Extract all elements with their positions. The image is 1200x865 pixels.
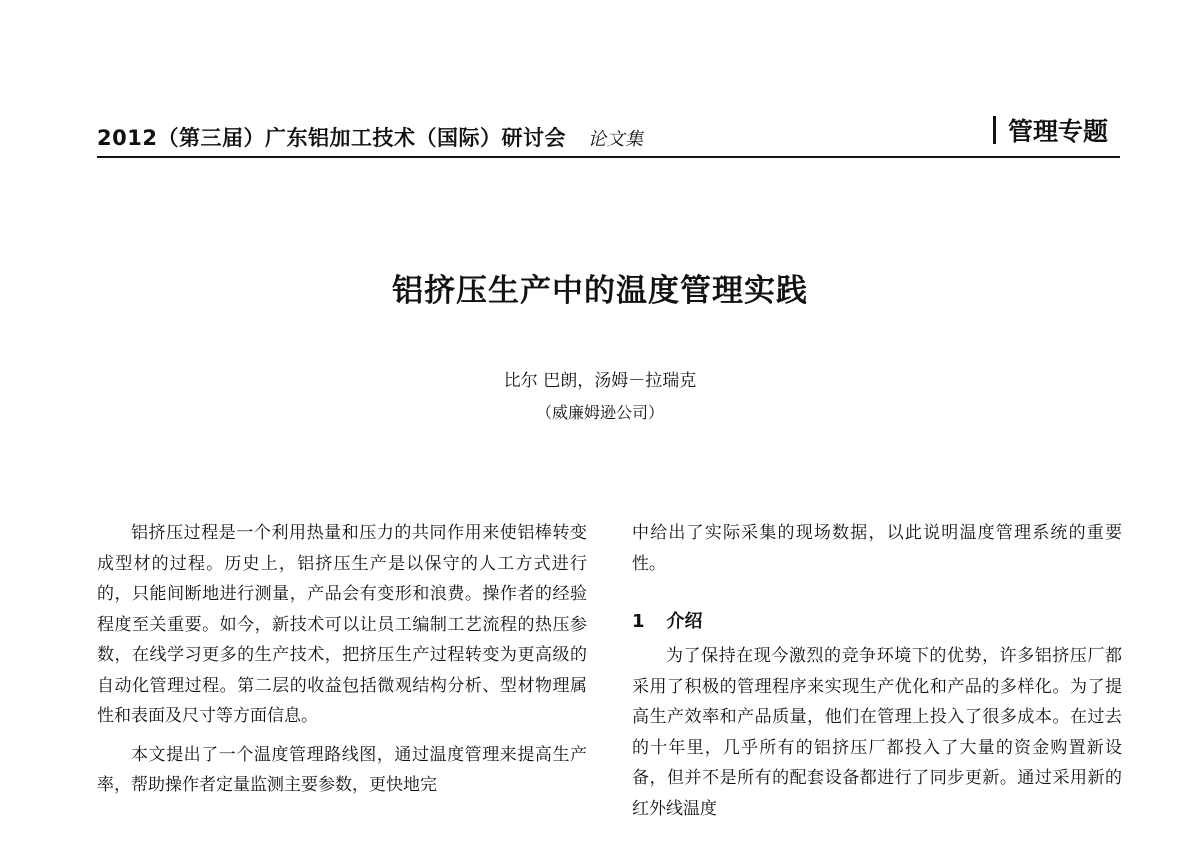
section-tag-label: 管理专题 xyxy=(1007,117,1108,146)
left-column xyxy=(97,518,587,801)
section-title: 介绍 xyxy=(666,611,703,632)
right-column xyxy=(632,518,1122,824)
affiliation: （威廉姆逊公司） xyxy=(535,403,664,422)
continued-paragraph: 中给出了实际采集的现场数据，以此说明温度管理系统的重要性。 xyxy=(632,523,1122,574)
journal-suffix: 论文集 xyxy=(587,129,644,150)
journal-title xyxy=(97,122,643,152)
abstract-paragraph: 铝挤压过程是一个利用热量和压力的共同作用来使铝棒转变成型材的过程。历史上，铝挤压生产是以保守的人工方式进行的，只能间断地进行测量，产品会有变形和浪费。操作者的经验程度至关重要。如今，新技术可以让员工编制工艺流程的热压参数，在线学习更多的生产技术，把挤压生产过程转变为更高级的自动化管理过程。第二层的收益包括微观结构分析、型材物理属性和表面及尺寸等方面信息。 xyxy=(97,523,587,726)
body-paragraph: 为了保持在现今激烈的竞争环境下的优势，许多铝挤压厂都采用了积极的管理程序来实现生产优化和产品的多样化。为了提高生产效率和产品质量，他们在管理上投入了很多成本。在过去的十年里，几乎所有的铝挤压厂都投入了大量的资金购置新设备，但并不是所有的配套设备都进行了同步更新。通过采用新的红外线温度 xyxy=(632,646,1122,819)
paper-title: 铝挤压生产中的温度管理实践 xyxy=(392,273,808,309)
section-tag-divider xyxy=(993,116,996,144)
section-number: 1 xyxy=(632,611,645,632)
section-tag xyxy=(993,112,1108,148)
authors: 比尔 巴朗，汤姆－拉瑞克 xyxy=(503,371,697,391)
journal-name: 2012（第三届）广东铝加工技术（国际）研讨会 xyxy=(97,126,566,150)
running-header xyxy=(97,108,1120,158)
abstract-paragraph: 本文提出了一个温度管理路线图，通过温度管理来提高生产率，帮助操作者定量监测主要参数，更快地完 xyxy=(97,744,587,795)
section-heading xyxy=(632,609,1122,635)
